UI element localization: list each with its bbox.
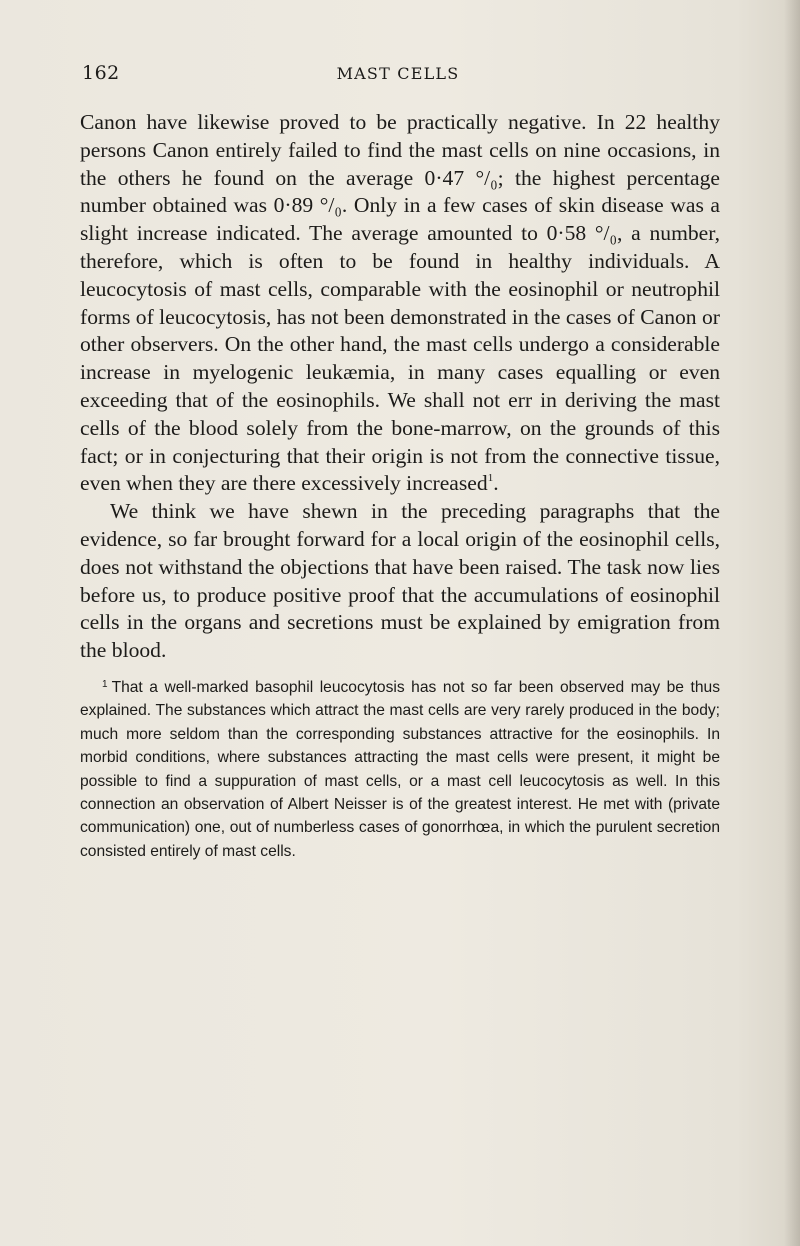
paragraph-1 (80, 109, 720, 498)
footnote-number: 1 (102, 679, 108, 690)
paragraph-2: We think we have shewn in the preceding paragraphs that the evidence, so far brought forward for a local origin of the eosinophil cells, does not withstand the objections that have been raised. The task now lies before us, to produce positive proof that the accumulations of eosinophil cells in the organs and secretions must be explained by emigration from the blood. (80, 499, 720, 663)
running-head: MAST CELLS (336, 64, 460, 83)
footnote (80, 676, 720, 863)
body-text (80, 109, 720, 665)
page-number: 162 (82, 62, 120, 84)
page-header (82, 62, 714, 88)
paragraph-1-end: . (493, 471, 499, 496)
footnote-text: That a well-marked basophil leucocytosis has not so far been observed may be thus explained. The substances which attract the mast cells are very rarely produced in the body; much more seldom than the corresponding substances attractive for the eosinophils. In morbid conditions, where substances attracting the mast cells were present, it might be possible to find a suppuration of mast cells, or a mast cell leucocytosis as well. In this connection an observation of Albert Neisser is of the greatest interest. He met with (private communication) one, out of numberless cases of gonorrhœa, in which the purulent secretion consisted entirely of mast cells. (80, 679, 720, 860)
paragraph-1-text: Canon have likewise proved to be practically negative. In 22 healthy persons Canon entirely failed to find the mast cells on nine occasions, in the others he found on the average 0·47 °/₀; the highest percentage number obtained was 0·89 °/₀. Only in a few cases of skin disease was a slight increase indicated. The average amounted to 0·58 °/₀, a number, therefore, which is often to be found in healthy individuals. A leucocytosis of mast cells, comparable with the eosinophil or neutrophil forms of leucocytosis, has not been demonstrated in the cases of Canon or other observers. On the other hand, the mast cells undergo a considerable increase in myelogenic leukæmia, in many cases equalling or even exceeding that of the eosinophils. We shall not err in deriving the mast cells of the blood solely from the bone-marrow, on the grounds of this fact; or in conjecturing that their origin is not from the connective tissue, even when they are there excessively increased (80, 110, 720, 496)
page-edge-shadow (784, 0, 800, 1246)
footnote-reference: 1 (487, 472, 494, 485)
